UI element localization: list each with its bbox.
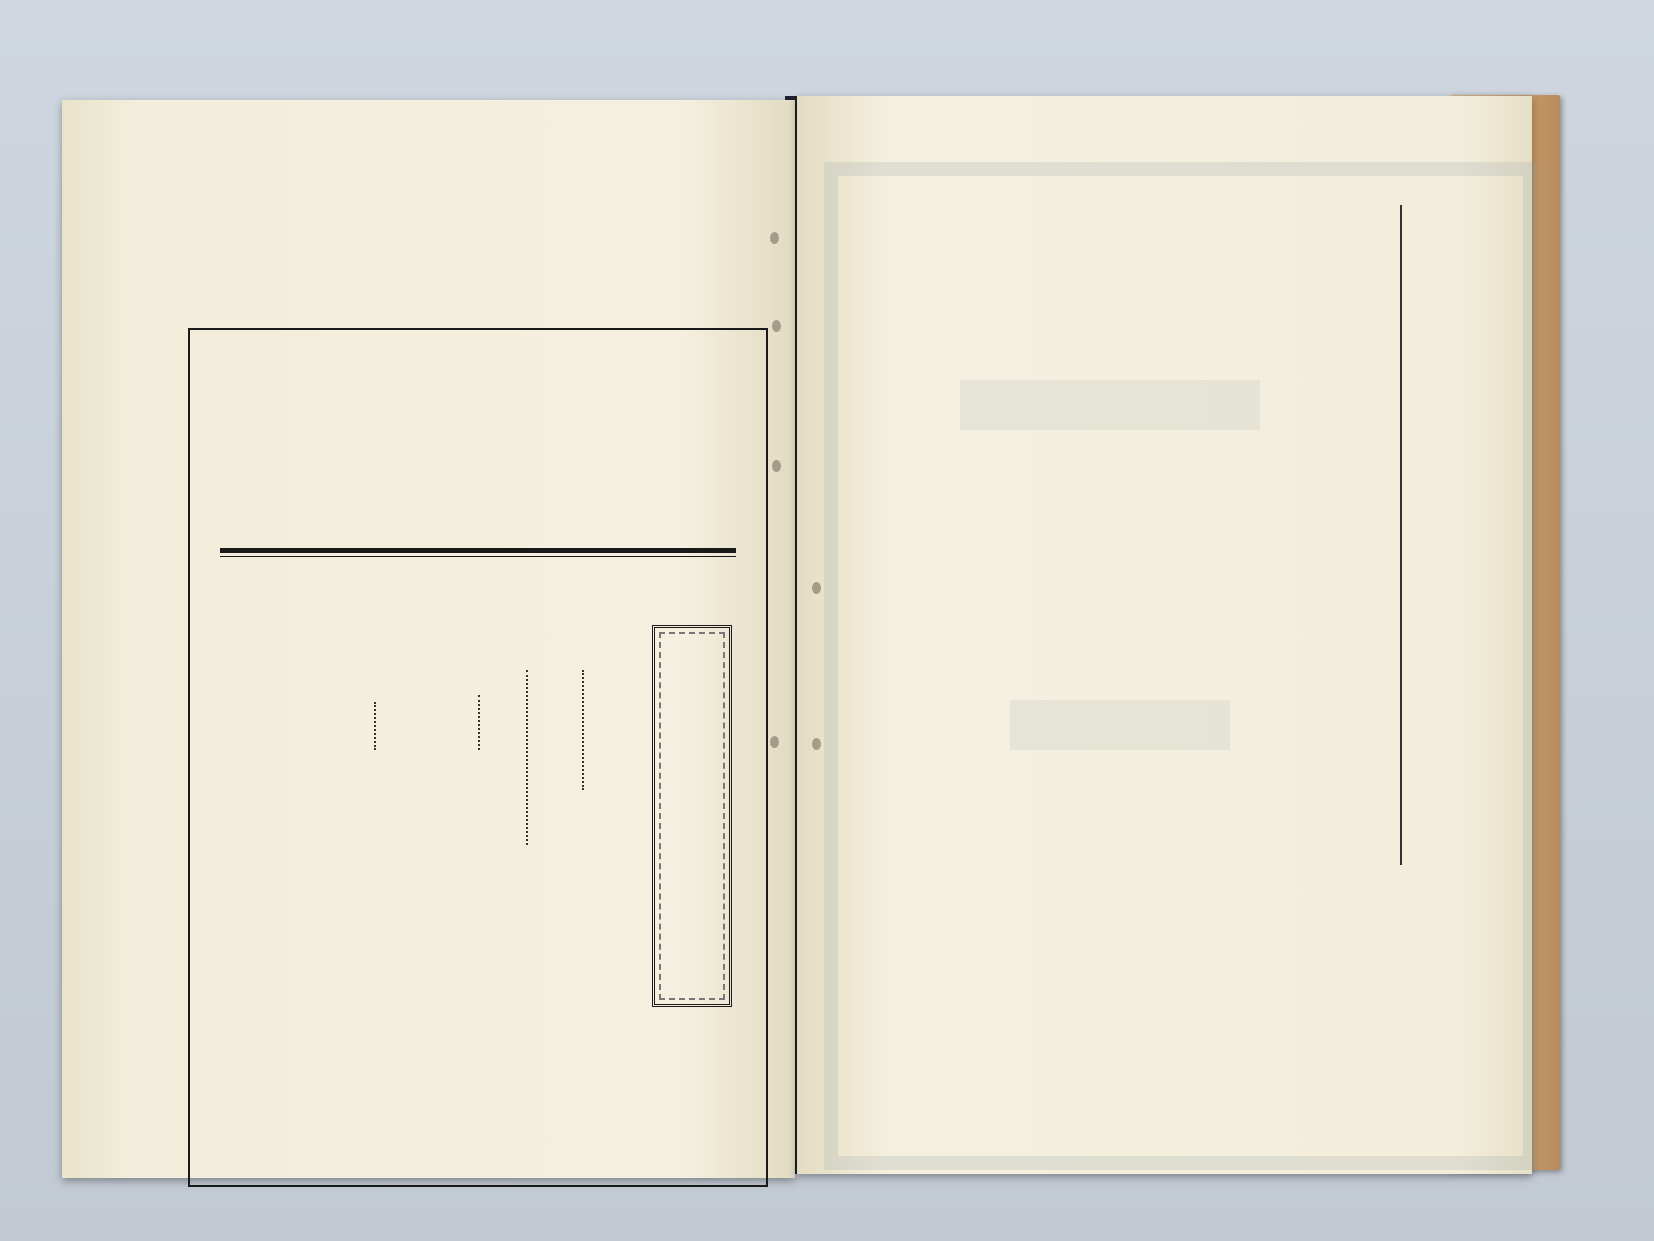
discount-badge bbox=[652, 625, 732, 1007]
advertisement-frame bbox=[188, 328, 768, 1187]
binding-hole bbox=[770, 232, 779, 244]
binding-hole bbox=[770, 736, 779, 748]
show-through-frame bbox=[824, 162, 1537, 1170]
binding-hole bbox=[812, 738, 821, 750]
spec-leader bbox=[526, 670, 528, 845]
left-page bbox=[62, 100, 795, 1178]
title-rule bbox=[1400, 205, 1402, 865]
headline-rule bbox=[220, 548, 736, 553]
show-through-block bbox=[1010, 700, 1230, 750]
binding-hole bbox=[772, 460, 781, 472]
binding-hole bbox=[812, 582, 821, 594]
show-through-block bbox=[960, 380, 1260, 430]
binding-hole bbox=[772, 320, 781, 332]
spec-leader bbox=[478, 695, 480, 750]
spec-leader bbox=[582, 670, 584, 790]
headline-rule-thin bbox=[220, 556, 736, 557]
spec-leader bbox=[374, 702, 376, 750]
